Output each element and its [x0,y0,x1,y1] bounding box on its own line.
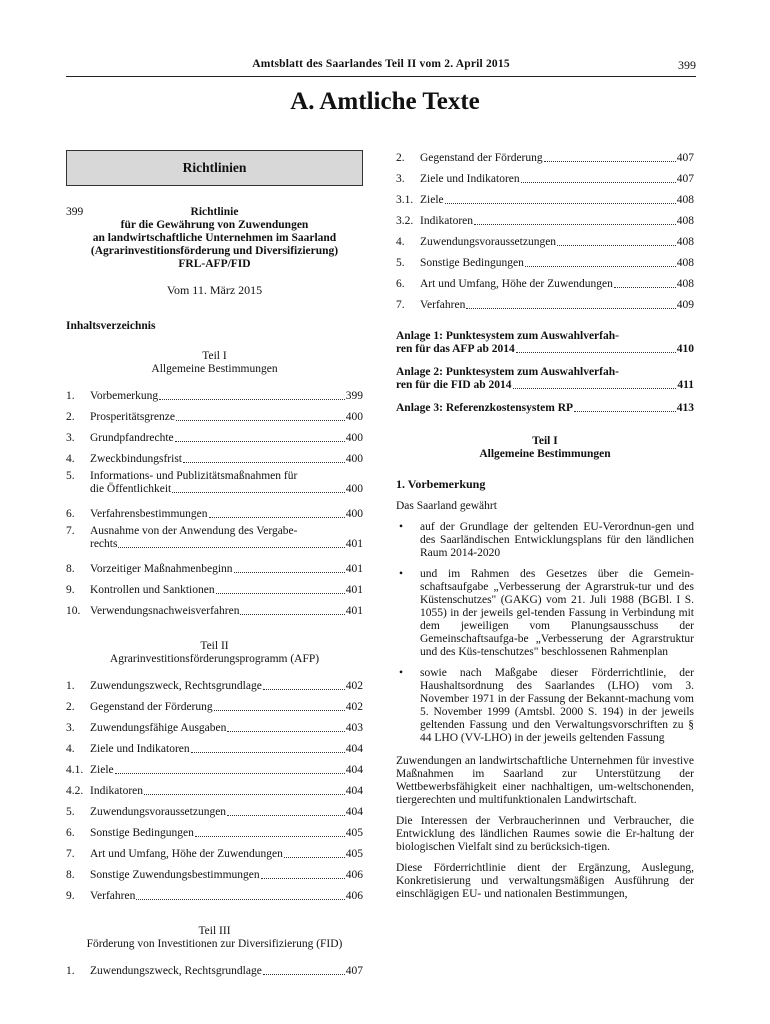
toc-entry [396,190,694,211]
main-title: A. Amtliche Texte [290,88,480,115]
toc-entry [66,760,363,781]
bullet-text: und im Rahmen des Gesetzes über die Gemein-schaftsaufgabe „Verbesserung der Agrarstruk-tur und des Küstenschutzes" (GAKG) vom 21. Juli 1988 (BGBl. I S. 1055) in der jeweils gel-tenden Fassung in Verbindung mit dem jeweiligen vom Planungsausschuss der Gemeinschaftsaufga-be „Verbesserung der Agrarstruktur und des Küs-tenschutzes" beschlossenen Rahmenplan [420,568,694,658]
part-label: Teil I [532,435,558,447]
toc-entry [66,580,363,601]
toc-entry [66,739,363,760]
section-box-heading: Richtlinien [66,150,363,186]
toc-entry-number: 1. [66,680,75,692]
toc-entry-label: Sonstige Bedingungen [420,257,524,269]
leader-dots [240,614,344,615]
leader-dots [574,411,676,412]
toc-entry-number: 4. [396,236,405,248]
toc-entry-page: 405 [345,848,363,860]
toc-entry-label: Zweckbindungsfrist [90,453,182,465]
annex-entry [396,366,694,392]
toc-list-part3 [66,961,363,982]
toc-entry-label: Ziele [420,194,444,206]
toc-entry-page: 407 [676,173,694,185]
annex-line: Anlage 1: Punktesystem zum Auswahlverfah- [396,330,619,342]
toc-entry-number: 1. [66,390,75,402]
toc-entry [66,559,363,580]
toc-entry-page: 400 [345,432,363,444]
leader-dots [525,266,676,267]
toc-entry-label-line1: Ausnahme von der Anwendung des Vergabe- [90,525,298,537]
annex-page: 411 [677,379,694,391]
toc-entry-page: 401 [345,605,363,617]
toc-entry-number: 7. [66,848,75,860]
annex-line: ren für die FID ab 2014 [396,379,512,391]
toc-entry [66,470,363,504]
toc-entry-number: 7. [66,525,75,537]
toc-entry [66,504,363,525]
toc-entry [66,781,363,802]
toc-entry-page: 402 [345,701,363,713]
toc-entry [66,428,363,449]
toc-list-part1 [66,386,363,622]
part3-heading [66,925,363,951]
toc-entry [396,211,694,232]
annex-entry [396,330,694,356]
toc-entry-page: 400 [345,508,363,520]
toc-entry-number: 4.2. [66,785,84,797]
toc-entry-page: 404 [345,743,363,755]
leader-dots [557,245,676,246]
toc-entry-label: Ziele und Indikatoren [90,743,190,755]
toc-entry [66,823,363,844]
leader-dots [227,815,345,816]
guideline-title-line: an landwirtschaftliche Unternehmen im Saarland [92,232,337,244]
toc-entry [396,274,694,295]
toc-list-part2 [66,676,363,907]
leader-dots [474,224,676,225]
part-title: Allgemeine Bestimmungen [479,448,611,460]
toc-entry-number: 9. [66,890,75,902]
guideline-title [66,206,363,271]
part2-heading [66,640,363,666]
toc-entry-label: Ziele [90,764,114,776]
toc-entry-page: 408 [676,236,694,248]
toc-entry [396,295,694,316]
leader-dots [544,161,676,162]
toc-entry [66,407,363,428]
leader-dots [227,731,344,732]
leader-dots [614,287,676,288]
toc-entry-number: 6. [396,278,405,290]
part-label: Teil II [200,640,229,652]
toc-entry-page: 406 [345,869,363,881]
bullet-text: auf der Grundlage der geltenden EU-Verordnun-gen und des Saarländischen Entwicklungsplans für den ländlichen Raum 2014-2020 [420,521,694,559]
toc-entry-number: 4. [66,453,75,465]
toc-heading: Inhaltsverzeichnis [66,320,156,332]
toc-entry-label: Zuwendungszweck, Rechtsgrundlage [90,965,262,977]
toc-entry-label: Vorbemerkung [90,390,159,402]
toc-entry-page: 403 [345,722,363,734]
toc-entry-number: 10. [66,605,81,617]
toc-entry [66,844,363,865]
intro-paragraph: Das Saarland gewährt [396,500,497,512]
toc-entry-page: 407 [676,152,694,164]
bullet-dot: • [399,568,404,580]
bullet-item [396,667,694,745]
toc-entry-number: 3. [66,722,75,734]
toc-entry-number: 8. [66,869,75,881]
leader-dots [214,710,345,711]
toc-entry-page: 401 [345,538,363,550]
toc-entry-number: 2. [396,152,405,164]
toc-entry-number: 3. [396,173,405,185]
leader-dots [263,689,345,690]
running-header [66,58,696,77]
toc-entry-label: Prosperitätsgrenze [90,411,175,423]
toc-entry-label: Sonstige Zuwendungsbestimmungen [90,869,260,881]
toc-entry-label: Indikatoren [90,785,144,797]
annex-line: Anlage 2: Punktesystem zum Auswahlverfah- [396,366,619,378]
toc-entry-page: 405 [345,827,363,839]
toc-entry [66,525,363,559]
toc-entry-number: 1. [66,965,75,977]
leader-dots [261,878,345,879]
annex-line: ren für das AFP ab 2014 [396,343,515,355]
toc-entry-page: 399 [345,390,363,402]
toc-entry-label: Verfahrensbestimmungen [90,508,208,520]
toc-list-part3-continued [396,148,694,316]
toc-entry [66,718,363,739]
toc-entry-page: 409 [676,299,694,311]
body-paragraph: Die Interessen der Verbraucherinnen und Verbraucher, die Entwicklung des ländlichen Raumes sowie die Er-haltung der biologischen Vielfalt sind zu berücksich-tigen. [396,815,694,853]
guideline-title-line: (Agrarinvestitionsförderung und Diversifizierung) [90,245,339,257]
toc-entry-number: 2. [66,411,75,423]
part-label: Teil III [198,925,231,937]
toc-entry-page: 404 [345,806,363,818]
section-title: 1. Vorbemerkung [396,477,486,491]
toc-entry-page: 408 [676,257,694,269]
leader-dots [209,517,345,518]
toc-entry [66,601,363,622]
annex-page: 410 [676,343,694,355]
annex-entry [396,402,694,415]
toc-entry-page: 404 [345,785,363,797]
leader-dots [516,352,676,353]
bullet-dot: • [399,667,404,679]
toc-entry [396,232,694,253]
toc-entry-label: Grundpfandrechte [90,432,174,444]
leader-dots [191,752,345,753]
part-label: Teil I [202,350,227,362]
toc-entry-label: Verwendungsnachweisverfahren [90,605,240,617]
bullet-item [396,568,694,659]
toc-entry-label: Zuwendungsvoraussetzungen [420,236,557,248]
toc-entry-label-line1: Informations- und Publizitätsmaßnahmen für [90,470,298,482]
toc-entry-number: 3. [66,432,75,444]
toc-entry-page: 404 [345,764,363,776]
bullet-text: sowie nach Maßgabe dieser Förderrichtlinie, der Haushaltsordnung des Saarlandes (LHO) vom 3. November 1971 in der Fassung der Bekannt-machung vom 5. November 1999 (Amtsbl. 2000 S. 194) in der jeweils geltenden Fassung und den Verwaltungsvorschriften zu § 44 LHO (VV-LHO) in der jeweils geltenden Fassung [420,667,694,744]
toc-entry-label: Art und Umfang, Höhe der Zuwendungen [90,848,283,860]
toc-entry-page: 400 [345,411,363,423]
toc-entry-page: 401 [345,584,363,596]
toc-entry-label: Indikatoren [420,215,474,227]
guideline-title-line: für die Gewährung von Zuwendungen [120,219,309,231]
toc-entry-label: Zuwendungszweck, Rechtsgrundlage [90,680,262,692]
leader-dots [234,572,345,573]
part1-body-heading [396,435,694,461]
leader-dots [195,836,345,837]
toc-entry-label: Sonstige Bedingungen [90,827,194,839]
toc-entry-label: die Öffentlichkeit [90,483,172,495]
body-paragraph: Diese Förderrichtlinie dient der Ergänzung, Auslegung, Konkretisierung und verwaltungsmäßigen Ausführung der einschlägigen EU- und nationalen Bestimmungen, [396,862,694,900]
leader-dots [175,441,345,442]
leader-dots [144,794,345,795]
toc-entry-number: 2. [66,701,75,713]
bullet-dot: • [399,521,404,533]
toc-entry-page: 408 [676,194,694,206]
toc-entry-number: 8. [66,563,75,575]
toc-entry-number: 6. [66,508,75,520]
leader-dots [466,308,675,309]
toc-entry-number: 3.2. [396,215,414,227]
toc-entry-label: Gegenstand der Förderung [90,701,213,713]
guideline-date: Vom 11. März 2015 [166,283,263,297]
toc-entry-number: 9. [66,584,75,596]
leader-dots [445,203,676,204]
body-paragraph: Zuwendungen an landwirtschaftliche Unternehmen für investive Maßnahmen im Saarland zur Unterstützung der Wettbewerbsfähigkeit einer nachhaltigen, um-weltschonenden, tiergerechten und multifunktionalen Landwirtschaft. [396,755,694,806]
toc-entry-page: 408 [676,278,694,290]
guideline-heading [66,206,363,271]
leader-dots [172,492,345,493]
annex-line: Anlage 3: Referenzkostensystem RP [396,402,574,414]
toc-entry-number: 4. [66,743,75,755]
toc-entry-label: Kontrollen und Sanktionen [90,584,215,596]
toc-entry-label: Verfahren [90,890,136,902]
leader-dots [118,547,344,548]
toc-entry-page: 400 [345,453,363,465]
part-title: Förderung von Investitionen zur Diversifizierung (FID) [86,938,343,950]
right-column [396,148,694,901]
toc-entry-page: 406 [345,890,363,902]
part1-heading [66,350,363,376]
toc-entry-number: 7. [396,299,405,311]
toc-entry-label: Zuwendungsvoraussetzungen [90,806,227,818]
guideline-title-line: FRL-AFP/FID [178,258,251,270]
toc-entry [66,676,363,697]
bullet-item [396,521,694,560]
toc-entry-number: 5. [66,806,75,818]
toc-entry-page: 400 [345,483,363,495]
leader-dots [284,857,345,858]
guideline-title-line: Richtlinie [190,206,239,218]
toc-entry-page: 407 [345,965,363,977]
leader-dots [176,420,345,421]
toc-entry [396,169,694,190]
leader-dots [216,593,345,594]
toc-entry-number: 5. [396,257,405,269]
leader-dots [263,974,345,975]
leader-dots [115,773,345,774]
page-number: 399 [678,58,696,72]
toc-entry [66,386,363,407]
toc-entry-label: Zuwendungsfähige Ausgaben [90,722,227,734]
toc-entry-page: 402 [345,680,363,692]
toc-entry [66,886,363,907]
toc-entry-number: 4.1. [66,764,84,776]
left-column [66,150,363,982]
toc-entry-label: Ziele und Indikatoren [420,173,520,185]
leader-dots [159,399,345,400]
toc-entry-page: 408 [676,215,694,227]
part-title: Agrarinvestitionsförderungsprogramm (AFP) [109,653,320,665]
toc-entry-number: 6. [66,827,75,839]
guideline-number: 399 [66,206,84,218]
toc-entry-page: 401 [345,563,363,575]
toc-entry [66,865,363,886]
toc-entry-label: Art und Umfang, Höhe der Zuwendungen [420,278,613,290]
toc-entry [396,253,694,274]
leader-dots [183,462,345,463]
toc-entry [66,802,363,823]
toc-entry [66,449,363,470]
toc-entry-label: Vorzeitiger Maßnahmenbeginn [90,563,233,575]
toc-entry [66,697,363,718]
toc-entry-label: Verfahren [420,299,466,311]
toc-entry-label: Gegenstand der Förderung [420,152,543,164]
toc-entry [66,961,363,982]
part-title: Allgemeine Bestimmungen [151,363,278,375]
toc-entry-number: 5. [66,470,75,482]
leader-dots [521,182,676,183]
toc-entry-label: rechts [90,538,118,550]
running-title: Amtsblatt des Saarlandes Teil II vom 2. April 2015 [252,58,510,70]
toc-entry [396,148,694,169]
leader-dots [513,388,677,389]
annex-page: 413 [676,402,694,414]
leader-dots [136,899,344,900]
toc-entry-number: 3.1. [396,194,414,206]
